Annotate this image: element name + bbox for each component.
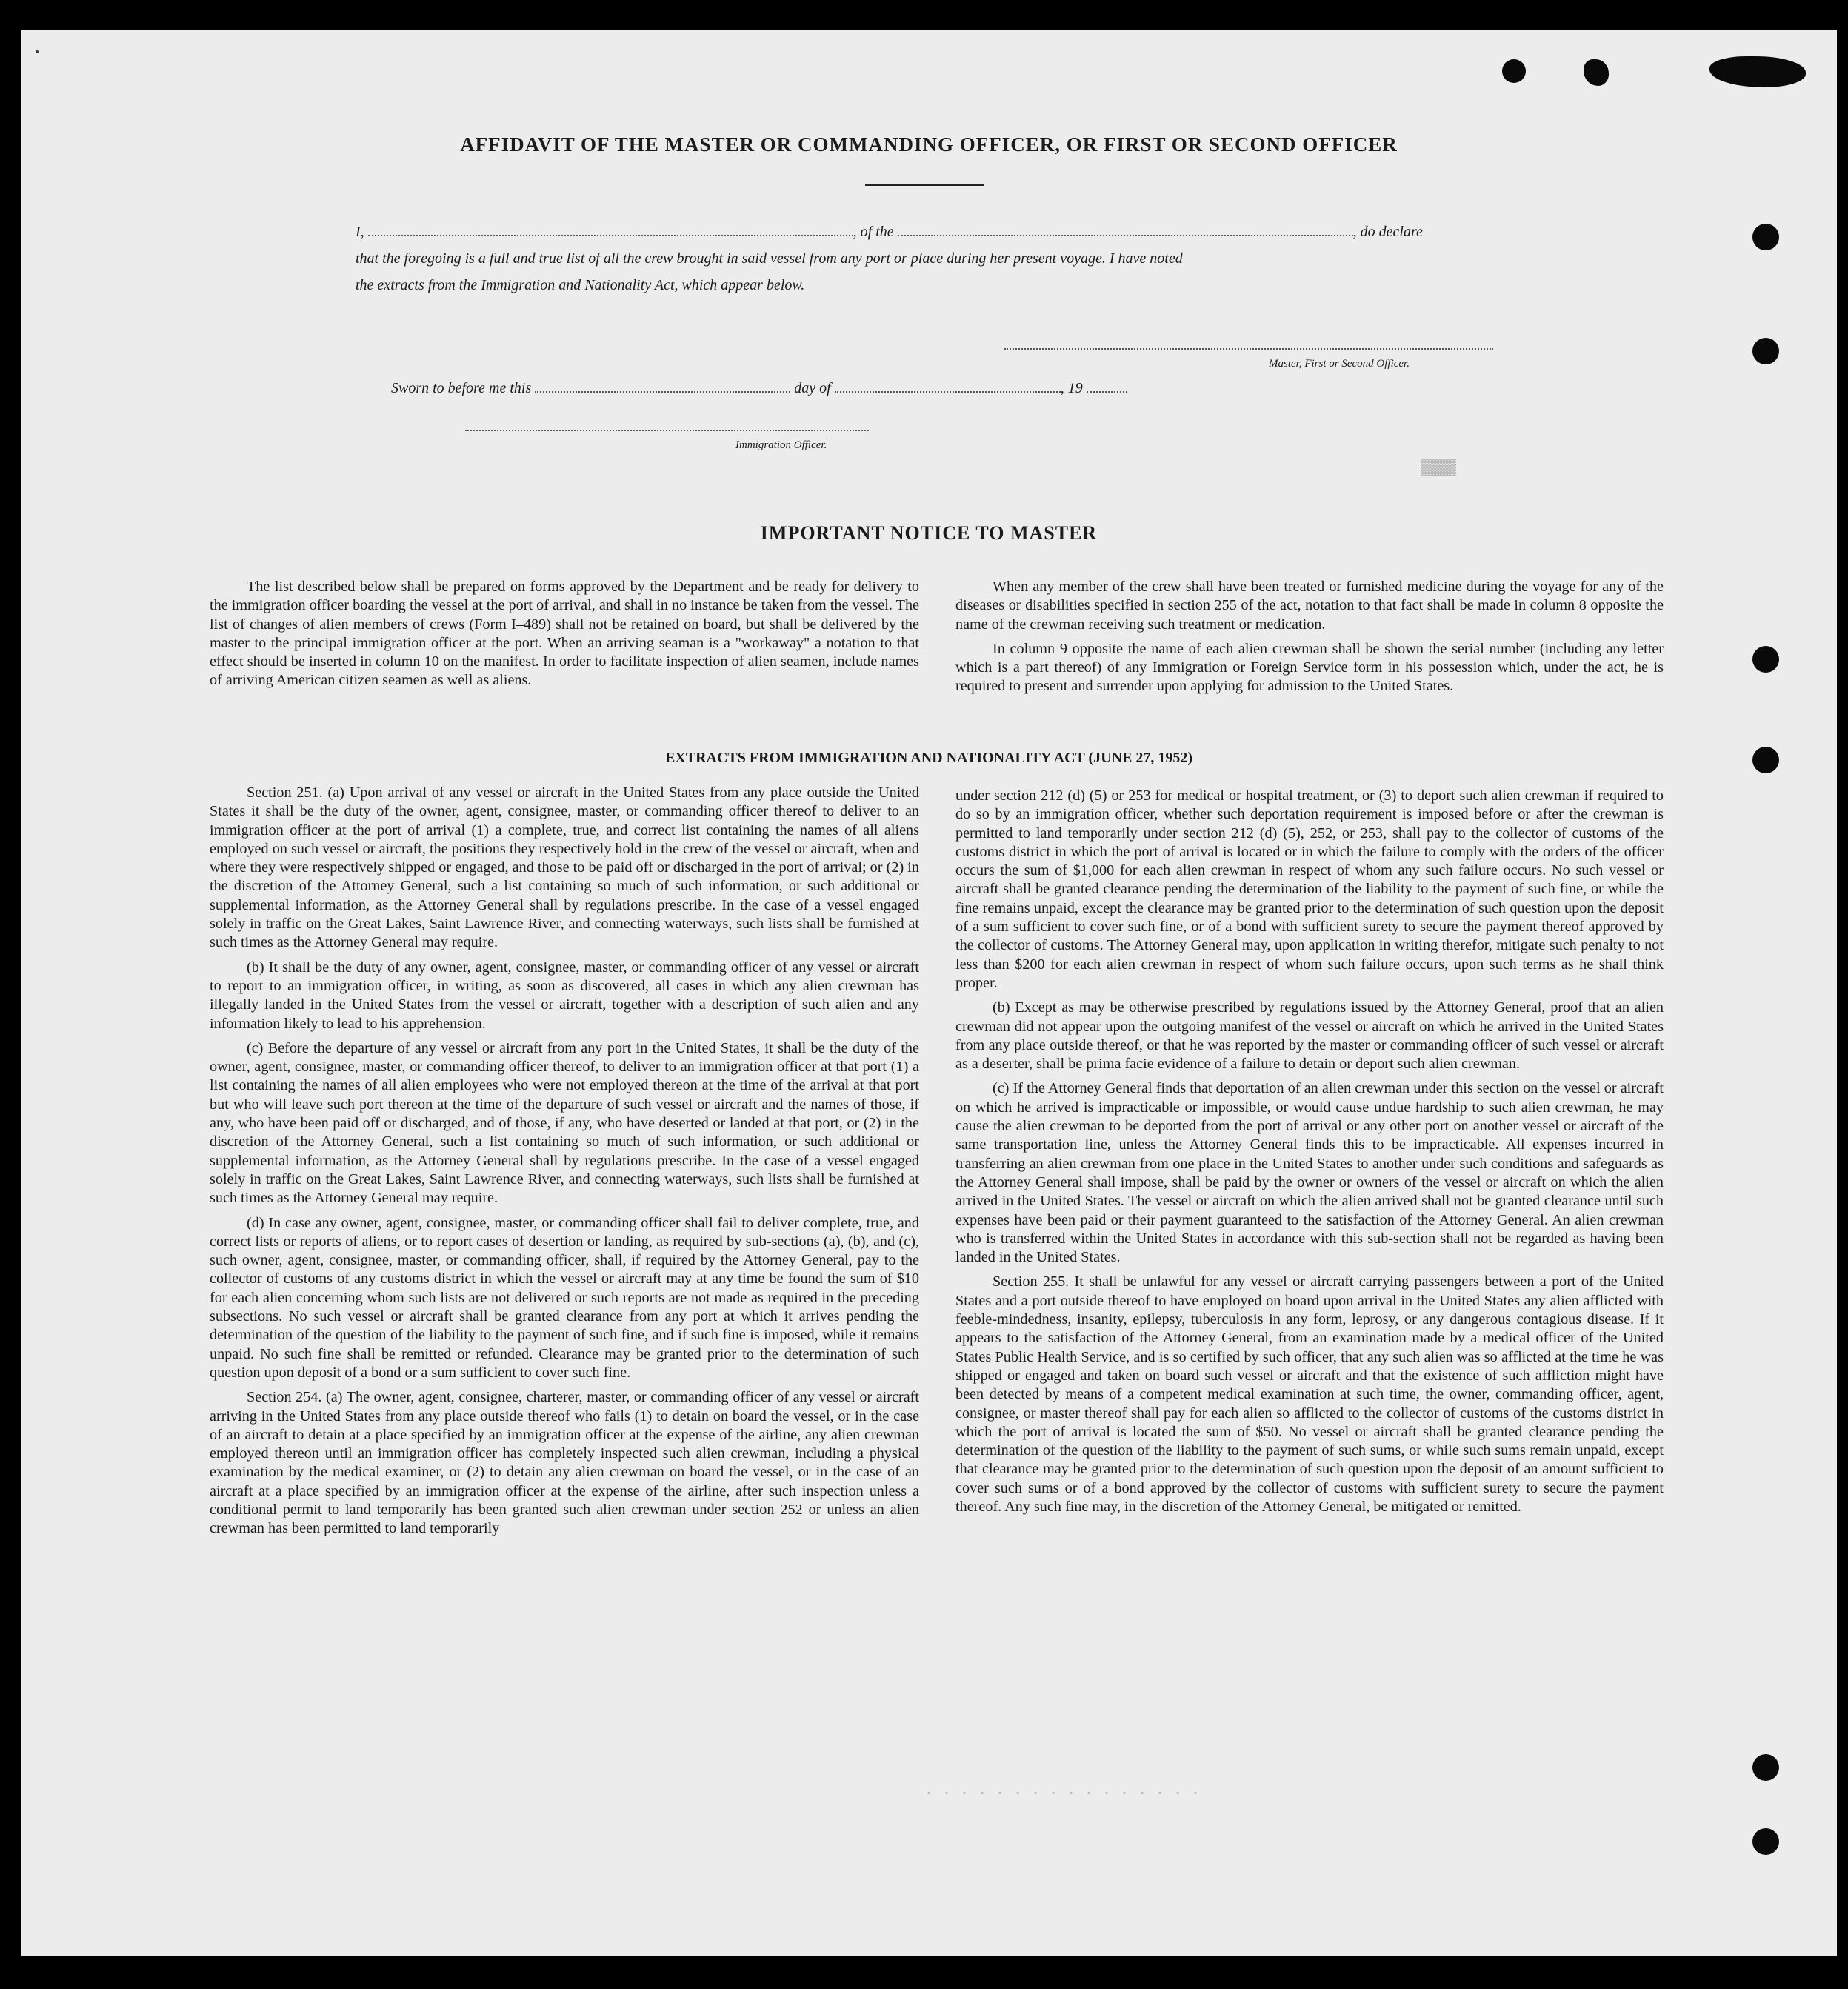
punch-hole (1502, 59, 1526, 83)
notice-right-paragraph: When any member of the crew shall have been treated or furnished medicine during the voyage for any of the diseases or disabilities specified in section 255 of the act, notation to that fact shall be made in column 8 opposite the name of the crewman receiving such treatment or medication. (955, 579, 1664, 633)
extracts-heading: EXTRACTS FROM IMMIGRATION AND NATIONALITY ACT (JUNE 27, 1952) (664, 750, 1193, 766)
sworn-month-field[interactable] (835, 378, 1061, 393)
punch-hole (1752, 338, 1779, 364)
sworn-year-field[interactable] (1087, 378, 1127, 393)
sworn-prefix: Sworn to before me this (391, 380, 532, 396)
extract-paragraph: (b) It shall be the duty of any owner, agent, consignee, master, or commanding officer of any vessel or aircraft to report to an immigration officer, in writing, as soon as discovered, all cases in which any alien crewman has illegally landed in the United States from the vessel or aircraft, together with a description of such alien and any information likely to lead to his apprehension. (210, 959, 919, 1032)
declaration-line-2: that the foregoing is a full and true list of all the crew brought in said vessel from any port or place during her present voyage. I have noted (356, 250, 1183, 267)
extract-paragraph: Section 254. (a) The owner, agent, consignee, charterer, master, or commanding officer of any vessel or aircraft arriving in the United States from any place outside thereof who fails (1) to detain on board the vessel, or in the case of an aircraft to detain at a place specified by an immigration officer at the expense of the airline, any alien crewman employed thereon until an immigration officer has completely inspected such alien crewman, including a physical examination by the medical examiner, or (2) to detain any alien crewman on board the vessel, or in the case of an aircraft at a place specified by an immigration officer at the expense of the airline, after such inspection unless a conditional permit to land temporarily has been granted such alien crewman under section 252 or unless an alien crewman has been permitted to land temporarily (210, 1389, 919, 1537)
document-page (21, 30, 1837, 1956)
notice-heading: IMPORTANT NOTICE TO MASTER (760, 522, 1098, 544)
notice-right-column (955, 578, 1664, 702)
punch-hole (1752, 1754, 1779, 1781)
notice-left-paragraph: The list described below shall be prepared on forms approved by the Department and be ready for delivery to the immigration officer boarding the vessel at the port of arrival, and shall in no instance be taken from the vessel. The list of changes of alien members of crews (Form I–489) shall not be retained on board, but shall be delivered by the master to the principal immigration officer at the port. When an arriving seaman is a "workaway" a notation to that effect should be inserted in column 10 on the manifest. In order to facilitate inspection of alien seamen, include names of arriving American citizen seamen as well as aliens. (210, 579, 919, 689)
declaration (356, 219, 1511, 299)
declaration-suffix: , do declare (1352, 224, 1423, 240)
bleed-through: · · · · · · · · · · · · · · · · (924, 1785, 1201, 1802)
notice-right-paragraph: In column 9 opposite the name of each alien crewman shall be shown the serial number (including any letter which is a part thereof) of any Immigration or Foreign Service form in his possession which, under the act, he is required to present and surrender upon applying for admission to the United States. (955, 640, 1664, 695)
bleed-through: ▓▓▓▓ (1421, 459, 1457, 476)
master-signature-caption: Master, First or Second Officer. (1269, 358, 1410, 370)
affidavit-title: AFFIDAVIT OF THE MASTER OR COMMANDING OFFICER, OR FIRST OR SECOND OFFICER (460, 133, 1398, 156)
sworn-mid: day of (794, 380, 831, 396)
speck (36, 50, 39, 53)
extract-paragraph: Section 251. (a) Upon arrival of any vessel or aircraft in the United States from any place outside the United States it shall be the duty of the owner, agent, consignee, master, or commanding officer thereof to deliver to an immigration officer at the port of arrival (1) a complete, true, and correct list containing the names of all aliens employed on such vessel or aircraft, the positions they respectively hold in the crew of the vessel or aircraft, when and where they were respectively shipped or engaged, and those to be paid off or discharged in the port of arrival; or (2) in the discretion of the Attorney General, such a list containing so much of such information, or such additional or supplemental information, as the Attorney General shall by regulations prescribe. In the case of a vessel engaged solely in traffic on the Great Lakes, Saint Lawrence River, and connecting waterways, such lists shall be furnished at such times as the Attorney General may require. (210, 784, 919, 951)
sworn-line (391, 378, 1127, 397)
ink-blot (1709, 56, 1806, 87)
officer-signature-caption: Immigration Officer. (735, 439, 827, 451)
extract-paragraph: (b) Except as may be otherwise prescribed by regulations issued by the Attorney General, proof that an alien crewman did not appear upon the outgoing manifest of the vessel or aircraft on which he arrived in the United States from any place outside thereof, or that he was reported by the master or commanding officer of such vessel or aircraft as a deserter, shall be prima facie evidence of a failure to detain or deport such alien crewman. (955, 999, 1664, 1073)
punch-hole (1752, 1828, 1779, 1855)
declaration-prefix: I, (356, 224, 364, 240)
declaration-line-1 (356, 219, 1511, 245)
master-signature-line[interactable] (1004, 348, 1493, 350)
extracts-left-column (210, 784, 919, 1545)
declaration-line-3: the extracts from the Immigration and Nationality Act, which appear below. (356, 277, 805, 293)
ink-blot (1584, 59, 1609, 86)
extract-paragraph: (d) In case any owner, agent, consignee, master, or commanding officer shall fail to deliver complete, true, and correct lists or reports of aliens, or to report cases of desertion or landing, as required by sub-sections (a), (b), and (c), such owner, agent, consignee, master, or commanding officer, shall, if required by the Attorney General, pay to the collector of customs of any customs district in which the vessel or aircraft may at any time be found the sum of $10 for each alien concerning whom such lists are not delivered or such reports are not made as required in the preceding subsections. No such vessel or aircraft shall be granted clearance from any port at which it arrives pending the determination of the question of the liability to the payment of such fine, and if such fine is imposed, while it remains unpaid. No such fine shall be remitted or refunded. Clearance may be granted prior to the determination of such question upon deposit of a bond or a sum sufficient to cover such fine. (210, 1214, 919, 1381)
extract-paragraph: (c) Before the departure of any vessel or aircraft from any port in the United States, it shall be the duty of the owner, agent, consignee, master, or commanding officer thereof, to deliver to an immigration officer at that port (1) a list containing the names of all alien employees who were not employed thereon at the time of the arrival at that port but who will leave such port thereon at the time of the departure of such vessel or aircraft and the names of those, if any, who have been paid off or discharged, and of those, if any, who have deserted or landed at that port, or (2) in the discretion of the Attorney General, such a list containing so much of such information, or such additional or supplemental information, as the Attorney General shall by regulations prescribe. In the case of a vessel engaged solely in traffic on the Great Lakes, Saint Lawrence River, and connecting waterways, such lists shall be furnished at such times as the Attorney General may require. (210, 1039, 919, 1207)
punch-hole (1752, 646, 1779, 673)
punch-hole (1752, 224, 1779, 250)
extract-paragraph: (c) If the Attorney General finds that deportation of an alien crewman under this section on the vessel or aircraft on which he arrived is impracticable or impossible, or would cause undue hardship to such alien crewman, he may cause the alien crewman to be deported from the port of arrival or any other port on another vessel or aircraft of the same transportation line, unless the Attorney General finds this to be impracticable. All expenses incurred in transferring an alien crewman from one place in the United States to another under such conditions and safeguards as the Attorney General shall impose, shall be paid by the owner or owners of the vessel or aircraft on which the alien arrived in the United States. The vessel or aircraft on which the alien arrived shall not be granted clearance until such expenses have been paid or their payment guaranteed to the satisfaction of the Attorney General. An alien crewman who is transferred within the United States in accordance with this sub-section shall not be regarded as having been landed in the United States. (955, 1080, 1664, 1266)
name-field[interactable] (368, 221, 853, 236)
declaration-mid: , of the (853, 224, 894, 240)
extracts-right-column (955, 787, 1664, 1522)
vessel-field[interactable] (898, 221, 1353, 236)
notice-left-column (210, 578, 919, 696)
title-underline (865, 184, 984, 186)
sworn-year-prefix: , 19 (1060, 380, 1083, 396)
extract-paragraph: under section 212 (d) (5) or 253 for medical or hospital treatment, or (3) to deport such alien crewman if required to do so by an immigration officer, whether such deportation requirement is imposed before or after the crewman is permitted to land temporarily under section 212 (d) (5), 252, or 253, shall pay to the collector of customs of the customs district in which the port of arrival is located or in which the failure to comply with the orders of the officer occurs the sum of $1,000 for each alien crewman in respect of whom any such failure occurs. No such vessel or aircraft shall be granted clearance pending the determination of the liability to the payment of such fine, or while the fine remains unpaid, except the clearance may be granted prior to the determination of such question upon the deposit of a sum sufficient to cover such fine, or of a bond with sufficient surety to secure the payment thereof approved by the collector of customs. The Attorney General may, upon application in writing therefor, mitigate such penalty to not less than $200 for each alien crewman in respect of whom such failure occurs, upon such terms as he shall think proper. (955, 787, 1664, 991)
extract-paragraph: Section 255. It shall be unlawful for any vessel or aircraft carrying passengers between a port of the United States and a port outside thereof to have employed on board upon arrival in the United States any alien afflicted with feeble-mindedness, insanity, epilepsy, tuberculosis in any form, leprosy, or any dangerous contagious disease. If it appears to the satisfaction of the Attorney General, from an examination made by a medical officer of the United States Public Health Service, and is so certified by such officer, that any such alien was so afflicted at the time he was shipped or engaged and taken on board such vessel or aircraft and that the existence of such affliction might have been detected by means of a competent medical examination at such time, the owner, commanding officer, agent, consignee, or master thereof shall pay for each alien so afflicted to the collector of customs of the customs district in which the port of arrival is located the sum of $50. No vessel or aircraft shall be granted clearance pending the determination of the question of the liability to the payment of such sums, or while such sums remain unpaid, except that clearance may be granted prior to the determination of such question upon the deposit of an amount sufficient to cover such sums or of a bond approved by the collector of customs with sufficient surety to secure the payment thereof. Any such fine may, in the discretion of the Attorney General, be mitigated or remitted. (955, 1273, 1664, 1515)
sworn-day-field[interactable] (535, 378, 790, 393)
officer-signature-line[interactable] (465, 430, 869, 431)
